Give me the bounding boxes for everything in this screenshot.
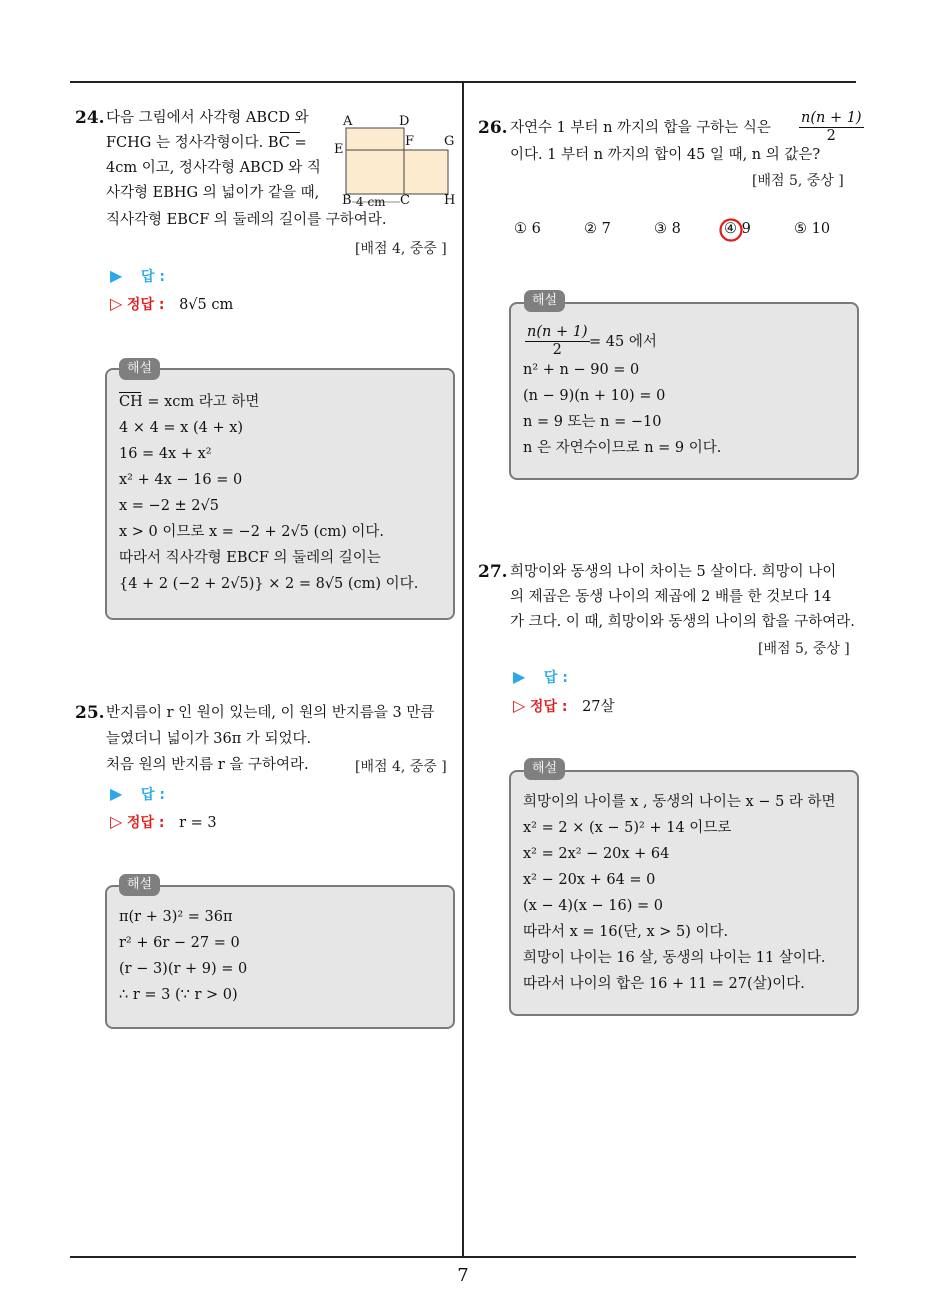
correct-arrow-icon: ▷ bbox=[513, 696, 526, 715]
q26-solution-tag: 해설 bbox=[524, 290, 565, 312]
fig-label-d: D bbox=[399, 114, 410, 129]
option-1[interactable]: ① 6 bbox=[514, 221, 541, 237]
q26-solution-box bbox=[509, 302, 859, 480]
sol-fraction bbox=[525, 324, 590, 359]
fig-label-f: F bbox=[405, 134, 415, 149]
overline-ch bbox=[119, 392, 141, 393]
sol-line: 희망이 나이는 16 살, 동생의 나이는 11 살이다. bbox=[523, 950, 826, 966]
correct-arrow-icon: ▷ bbox=[110, 294, 123, 313]
correct-label: 정답 : bbox=[126, 297, 165, 313]
q24-correct-row bbox=[110, 294, 233, 314]
frac-denominator: 2 bbox=[826, 128, 836, 144]
q25-line-3: 처음 원의 반지름 r 을 구하여라. bbox=[106, 757, 309, 773]
sol-line: n 은 자연수이므로 n = 9 이다. bbox=[523, 440, 722, 456]
q27-solution-tag: 해설 bbox=[524, 758, 565, 780]
option-2[interactable]: ② 7 bbox=[584, 221, 611, 237]
sol-line: = 45 에서 bbox=[589, 334, 657, 350]
sol-line: x² − 20x + 64 = 0 bbox=[523, 872, 656, 888]
sol-line: x > 0 이므로 x = −2 + 2√5 (cm) 이다. bbox=[119, 524, 385, 540]
bottom-rule bbox=[70, 1256, 856, 1258]
sol-line: π(r + 3)² = 36π bbox=[119, 909, 233, 925]
sol-line: (n − 9)(n + 10) = 0 bbox=[523, 388, 666, 404]
q26-meta: [배점 5, 중상 ] bbox=[752, 173, 844, 189]
q24-answer-row bbox=[110, 266, 165, 286]
q25-answer-row bbox=[110, 784, 165, 804]
q24-line-1: 다음 그림에서 사각형 ABCD 와 bbox=[106, 110, 309, 126]
answer-label: 답 : bbox=[140, 787, 165, 803]
sol-line: x² = 2x² − 20x + 64 bbox=[523, 846, 670, 862]
square-abcd bbox=[346, 128, 404, 150]
q26-line-2: 이다. 1 부터 n 까지의 합이 45 일 때, n 의 값은? bbox=[510, 147, 821, 163]
q27-meta: [배점 5, 중상 ] bbox=[758, 641, 850, 657]
sol-line: x² + 4x − 16 = 0 bbox=[119, 472, 243, 488]
overline-bc bbox=[280, 132, 300, 133]
answer-arrow-icon: ▶ bbox=[513, 667, 526, 686]
option-4[interactable]: ④ 9 bbox=[724, 221, 751, 237]
frac-numerator: n(n + 1) bbox=[527, 324, 588, 340]
sol-line: ∴ r = 3 (∵ r > 0) bbox=[119, 987, 238, 1003]
q24-line-3: 4cm 이고, 정사각형 ABCD 와 직 bbox=[106, 160, 321, 176]
correct-arrow-icon: ▷ bbox=[110, 812, 123, 831]
q25-number: 25. bbox=[75, 703, 105, 723]
q27-correct-row bbox=[513, 695, 615, 716]
q24-meta: [배점 4, 중중 ] bbox=[355, 241, 447, 257]
sol-line: r² + 6r − 27 = 0 bbox=[119, 935, 240, 951]
q25-solution-box bbox=[105, 885, 455, 1029]
sol-line: n² + n − 90 = 0 bbox=[523, 362, 640, 378]
fig-label-a: A bbox=[343, 114, 353, 129]
q25-line-2: 늘였더니 넓이가 36π 가 되었다. bbox=[106, 731, 312, 747]
q25-line-1: 반지름이 r 인 원이 있는데, 이 원의 반지름을 3 만큼 bbox=[106, 705, 435, 721]
q27-solution-box bbox=[509, 770, 859, 1016]
q24-number: 24. bbox=[75, 108, 105, 128]
answer-arrow-icon: ▶ bbox=[110, 784, 123, 803]
correct-value: r = 3 bbox=[179, 815, 217, 831]
correct-label: 정답 : bbox=[529, 699, 568, 715]
fig-label-c: C bbox=[400, 193, 410, 208]
sol-line: 따라서 x = 16(단, x > 5) 이다. bbox=[523, 924, 729, 940]
page-number: 7 bbox=[457, 1265, 469, 1286]
q25-correct-row bbox=[110, 812, 217, 832]
frac-numerator: n(n + 1) bbox=[801, 110, 862, 126]
sol-line: 희망이의 나이를 x , 동생의 나이는 x − 5 라 하면 bbox=[523, 794, 836, 810]
fig-dimension: 4 cm bbox=[356, 195, 386, 209]
q24-line-2: FCHG 는 정사각형이다. BC = bbox=[106, 135, 307, 151]
sol-line: x² = 2 × (x − 5)² + 14 이므로 bbox=[523, 820, 732, 836]
q26-number: 26. bbox=[478, 118, 508, 138]
q27-line-2: 의 제곱은 동생 나이의 제곱에 2 배를 한 것보다 14 bbox=[510, 589, 832, 605]
sol-line: n = 9 또는 n = −10 bbox=[523, 414, 662, 430]
q25-meta: [배점 4, 중중 ] bbox=[355, 759, 447, 775]
rect-ebhg bbox=[346, 150, 448, 194]
sol-line: (x − 4)(x − 16) = 0 bbox=[523, 898, 663, 914]
correct-value: 8√5 cm bbox=[179, 297, 234, 313]
q24-solution-tag: 해설 bbox=[119, 358, 160, 380]
q24-solution-box bbox=[105, 368, 455, 620]
q27-line-3: 가 크다. 이 때, 희망이와 동생의 나이의 합을 구하여라. bbox=[510, 614, 855, 630]
sol-line: {4 + 2 (−2 + 2√5)} × 2 = 8√5 (cm) 이다. bbox=[119, 576, 419, 592]
fig-label-g: G bbox=[444, 134, 455, 149]
fig-label-b: B bbox=[342, 193, 352, 208]
fig-label-e: E bbox=[334, 142, 344, 157]
q24-line-4: 사각형 EBHG 의 넓이가 같을 때, bbox=[106, 185, 320, 201]
sol-line: 따라서 직사각형 EBCF 의 둘레의 길이는 bbox=[119, 550, 381, 566]
q27-number: 27. bbox=[478, 562, 508, 582]
q27-line-1: 희망이와 동생의 나이 차이는 5 살이다. 희망이 나이 bbox=[510, 564, 837, 580]
sol-line: x = −2 ± 2√5 bbox=[119, 498, 219, 514]
sol-line: CH = xcm 라고 하면 bbox=[119, 394, 260, 410]
option-5[interactable]: ⑤ 10 bbox=[794, 221, 831, 237]
selected-circle-icon bbox=[718, 217, 746, 245]
q24-line-5: 직사각형 EBCF 의 둘레의 길이를 구하여라. bbox=[106, 212, 387, 228]
sol-line: 16 = 4x + x² bbox=[119, 446, 212, 462]
q27-answer-row bbox=[513, 667, 568, 687]
q26-fraction bbox=[799, 110, 864, 145]
option-3[interactable]: ③ 8 bbox=[654, 221, 681, 237]
sol-line: 따라서 나이의 합은 16 + 11 = 27(살)이다. bbox=[523, 976, 805, 992]
sol-line: 4 × 4 = x (4 + x) bbox=[119, 420, 244, 436]
frac-denominator: 2 bbox=[552, 342, 562, 358]
correct-value: 27살 bbox=[582, 699, 615, 715]
column-divider bbox=[462, 83, 464, 1258]
q26-line-1: 자연수 1 부터 n 까지의 합을 구하는 식은 bbox=[510, 120, 771, 136]
q25-solution-tag: 해설 bbox=[119, 874, 160, 896]
sol-line: (r − 3)(r + 9) = 0 bbox=[119, 961, 248, 977]
answer-arrow-icon: ▶ bbox=[110, 266, 123, 285]
fig-label-h: H bbox=[444, 193, 456, 208]
correct-label: 정답 : bbox=[126, 815, 165, 831]
answer-label: 답 : bbox=[543, 670, 568, 686]
answer-label: 답 : bbox=[140, 269, 165, 285]
